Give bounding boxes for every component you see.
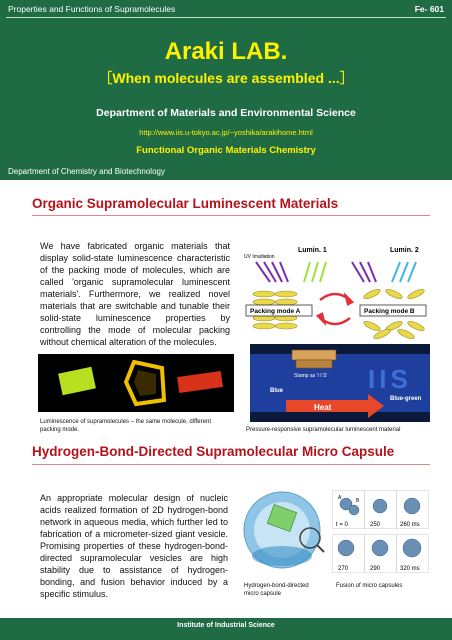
fusion-time: 270 xyxy=(338,566,349,572)
luminescence-photo xyxy=(38,354,234,412)
emission-arrows-a-icon xyxy=(304,262,326,282)
micro-capsule-illustration xyxy=(240,488,328,578)
poster-body xyxy=(14,182,438,618)
fusion-time: 250 xyxy=(370,522,381,528)
department-name: Department of Materials and Environmental Science xyxy=(96,107,356,119)
blue-label: Blue xyxy=(270,388,284,394)
section2-paragraph: An appropriate molecular design of nucleic acids realized formation of 2D hydrogen-bond network in aqueous media, which further led to fabrication of a micrometer-sized giant vesicle. Promising properties of these hydrogen-bond-directed supramolecular vesicles are high stability due to assistance of hydrogen-bonding, and fusion behavior induced by a specific stimulus. xyxy=(40,493,228,599)
poster-header xyxy=(0,0,452,180)
section2-divider xyxy=(32,464,430,465)
poster-footer xyxy=(0,618,452,640)
section2-title: Hydrogen-Bond-Directed Supramolecular Micro Capsule xyxy=(32,444,395,459)
fusion-label-b: B xyxy=(356,498,360,504)
fusion-time: 260 ms xyxy=(400,522,420,528)
section1-paragraph: We have fabricated organic materials that display solid-state luminescence characteristic of the packing mode of molecules, which are called 'organic supramolecular luminescent materials'. Furthermore, we realized novel materials that are switchable and tunable their solid-state luminescence properties by controlling the mode of molecular packing without chemical alteration of the molecules. xyxy=(40,241,230,347)
lab-url[interactable]: http://www.iis.u-tokyo.ac.jp/~yoshika/arakihome.html xyxy=(139,128,313,137)
stamp-label: Stamp as 'I I S' xyxy=(294,373,328,379)
tagline: ［When molecules are assembled ...］ xyxy=(98,70,354,86)
caption-luminescence: Luminescence of supramolecules – the same molecule, different packing mode. xyxy=(40,419,211,433)
packing-mode-diagram xyxy=(242,242,428,350)
packing-mode-a-label: Packing mode A xyxy=(250,308,301,315)
caption-capsule: Hydrogen-bond-directed micro capsule xyxy=(244,583,309,597)
header-divider xyxy=(6,17,446,18)
packing-mode-b-label: Packing mode B xyxy=(364,308,415,315)
switch-arrows-icon xyxy=(318,294,352,324)
uv-arrows-left-icon xyxy=(256,262,288,282)
fusion-time: 290 xyxy=(370,566,381,572)
lumin2-label: Lumin. 2 xyxy=(390,247,419,254)
section1-title: Organic Supramolecular Luminescent Materials xyxy=(32,196,339,211)
lab-name: Araki LAB. xyxy=(164,38,288,65)
heat-label: Heat xyxy=(314,403,332,412)
fusion-label-a: A xyxy=(338,495,342,501)
fusion-grid xyxy=(332,490,430,578)
fusion-time: 320 ms xyxy=(400,566,420,572)
research-field: Functional Organic Materials Chemistry xyxy=(136,145,316,156)
uv-arrows-right-icon xyxy=(352,262,376,282)
caption-pressure: Pressure-responsive supramolecular luminescent material xyxy=(246,427,401,433)
iis-letters: IIS xyxy=(368,364,412,394)
series-title: Properties and Functions of Supramolecules xyxy=(8,4,176,14)
emission-arrows-b-icon xyxy=(392,262,416,282)
caption-fusion: Fusion of micro capsules xyxy=(336,583,403,589)
section1-divider xyxy=(32,215,430,216)
lumin1-label: Lumin. 1 xyxy=(298,247,327,254)
blue-green-label: Blue-green xyxy=(390,396,422,402)
fusion-time: t = 0 xyxy=(336,522,348,528)
poster-code: Fe- 601 xyxy=(414,4,444,14)
uv-label: UV Irradiation xyxy=(244,254,275,260)
stamp-block xyxy=(292,350,336,360)
second-department: Department of Chemistry and Biotechnology xyxy=(8,167,165,176)
pressure-responsive-photo xyxy=(250,344,430,422)
institute-name: Institute of Industrial Science xyxy=(177,622,275,629)
